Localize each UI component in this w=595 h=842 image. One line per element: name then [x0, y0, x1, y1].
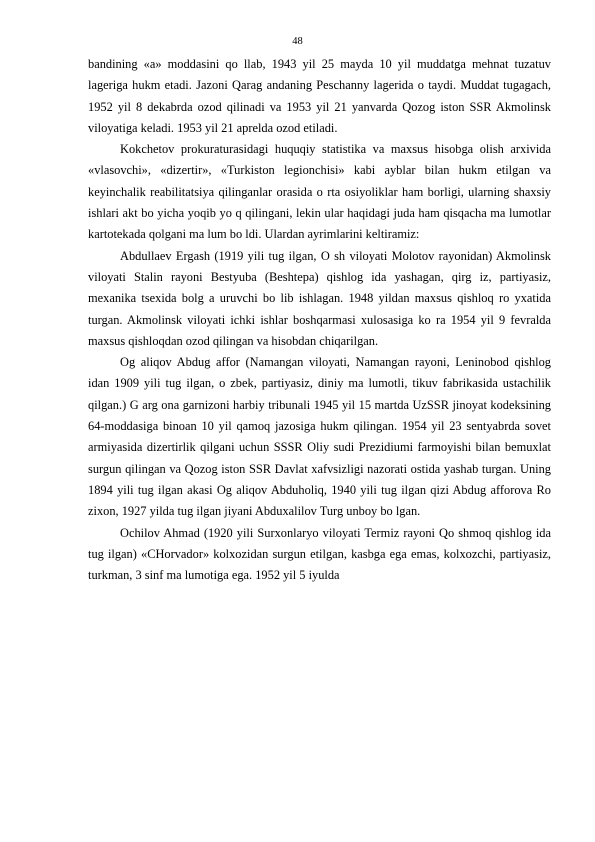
paragraph-continuation: bandining «a» moddasini qo llab, 1943 yil 25 mayda 10 yil muddatga mehnat tuzatuv lageriga hukm etadi. Jazoni Qarag andaning Peschanny lagerida o taydi. Muddat tugagach, 1952 yil 8 dekabrda ozod qilinadi va 1953 yil 21 yanvarda Qozog iston SSR Akmolinsk viloyatiga keladi. 1953 yil 21 aprelda ozod etiladi.	[88, 57, 551, 135]
paragraph-abdullaev-ergash: Abdullaev Ergash (1919 yili tug ilgan, O sh viloyati Molotov rayonidan) Akmolinsk viloyati Stalin rayoni Bestyuba (Beshtepa) qishlog ida yashagan, qirg iz, partiyasiz, mexanika tsexida bolg a uruvchi bo lib ishlagan. 1948 yildan maxsus qishloq ro yxatida turgan. Akmolinsk viloyati ichki ishlar boshqarmasi xulosasiga ko ra 1954 yil 9 fevralda maxsus qishloqdan ozod qilingan va hisobdan chiqarilgan.	[88, 248, 551, 348]
paragraph-ogaliqov-abdugaffor: Og aliqov Abdug affor (Namangan viloyati, Namangan rayoni, Leninobod qishlog idan 1909 yili tug ilgan, o zbek, partiyasiz, diniy ma lumotli, tikuv fabrikasida ustachilik qilgan.) G arg ona garnizoni harbiy tribunali 1945 yil 15 martda UzSSR jinoyat kodeksining 64-moddasiga binoan 10 yil qamoq jazosiga hukm qilingan. 1954 yil 23 sentyabrda sovet armiyasida dizertirlik qilgani uchun SSSR Oliy sudi Prezidiumi farmoyishi bilan bemuxlat surgun qilingan va Qozog iston SSR Davlat xafvsizligi nazorati ostida yashab turgan. Uning 1894 yili tug ilgan akasi Og aliqov Abduholiq, 1940 yili tug ilgan qizi Abdug afforova Ro zixon, 1927 yilda tug ilgan jiyani Abduxalilov Turg unboy bo lgan.	[88, 355, 551, 519]
paragraph-ochilov-ahmad: Ochilov Ahmad (1920 yili Surxonlaryo viloyati Termiz rayoni Qo shmoq qishlog ida tug ilgan) «CHorvador» kolxozidan surgun etilgan, kasbga ega emas, kolxozchi, partiyasiz, turkman, 3 sinf ma lumotiga ega. 1952 yil 5 iyulda	[88, 525, 551, 583]
page-number: 48	[292, 36, 303, 47]
body-text	[88, 54, 551, 586]
paragraph-kokchetov-archive: Kokchetov prokuraturasidagi huquqiy statistika va maxsus hisobga olish arxivida «vlasovchi», «dizertir», «Turkiston legionchisi» kabi ayblar bilan hukm etilgan va keyinchalik reabilitatsiya qilinganlar orasida o rta osiyoliklar ham borligi, ularning shaxsiy ishlari akt bo yicha yoqib yo q qilingani, lekin ular haqidagi juda ham qisqacha ma lumotlar kartotekada qolgani ma lum bo ldi. Ulardan ayrimlarini keltiramiz:	[88, 142, 551, 242]
